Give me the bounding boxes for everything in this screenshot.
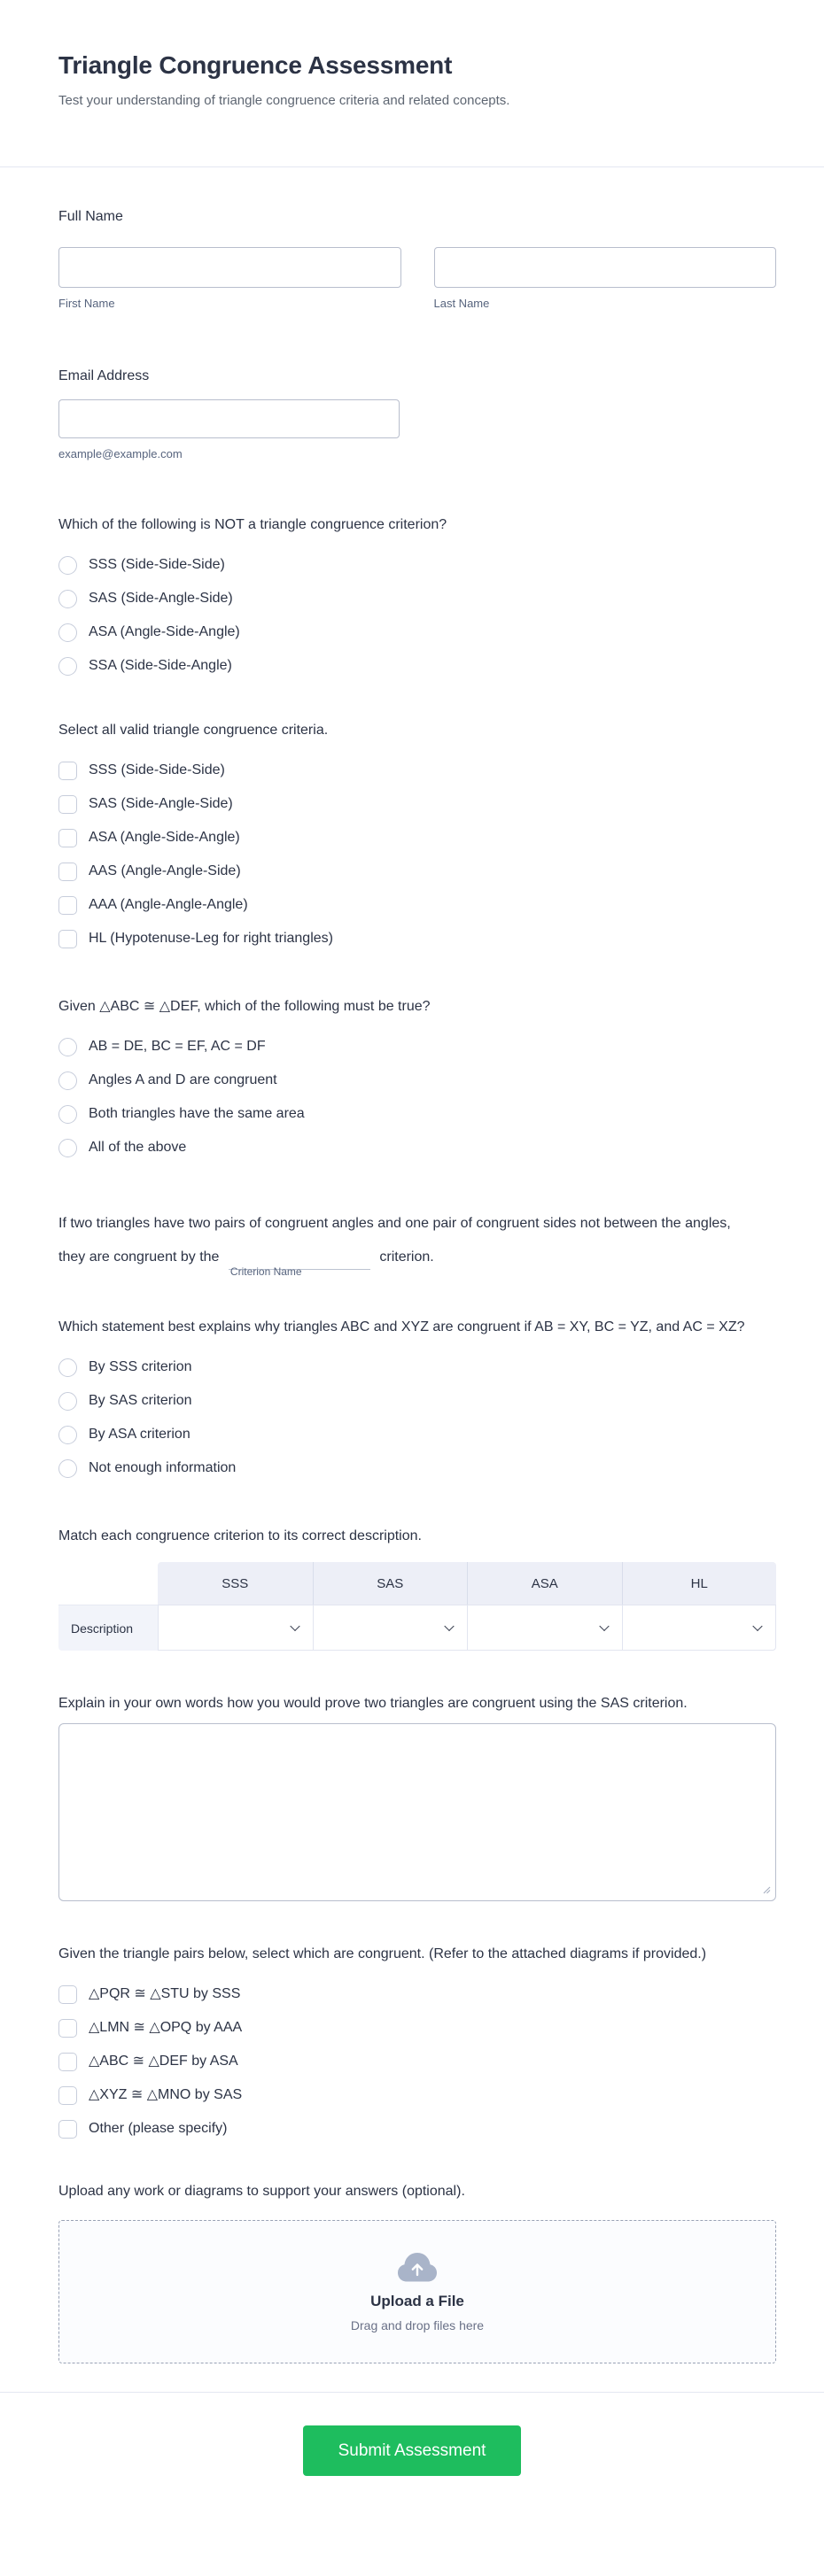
checkbox-option-label: AAS (Angle-Angle-Side)	[89, 863, 241, 878]
radio-group	[58, 548, 776, 683]
question-best-explains	[0, 1317, 824, 1485]
checkbox-icon[interactable]	[58, 1985, 77, 2004]
question-label: Select all valid triangle congruence criteria.	[58, 723, 329, 738]
question-congruent-pairs	[0, 1944, 824, 2146]
fill-text-after: criterion.	[379, 1249, 434, 1265]
radio-icon[interactable]	[58, 1038, 77, 1056]
matrix-table	[58, 1562, 776, 1651]
checkbox-option[interactable]	[58, 787, 233, 821]
checkbox-option-label: △ABC ≅ △DEF by ASA	[89, 2054, 238, 2069]
checkbox-icon[interactable]	[58, 2086, 77, 2105]
matrix-corner-cell	[58, 1562, 158, 1605]
matrix-column-header-sas: SAS	[313, 1562, 468, 1605]
question-must-be-true	[0, 996, 824, 1164]
question-label: Given △ABC ≅ △DEF, which of the following must be true?	[58, 999, 431, 1014]
checkbox-option[interactable]	[58, 2078, 242, 2112]
radio-option[interactable]	[58, 1350, 191, 1384]
question-label: Given the triangle pairs below, select which are congruent. (Refer to the attached diagrams if provided.)	[58, 1946, 707, 1961]
blank-sublabel: Criterion Name	[229, 1265, 302, 1278]
blank-field-wrap	[229, 1241, 370, 1278]
radio-option[interactable]	[58, 1451, 236, 1485]
first-name-col	[58, 247, 401, 311]
last-name-col	[434, 247, 777, 311]
radio-group	[58, 1030, 776, 1164]
first-name-sublabel: First Name	[58, 297, 115, 310]
checkbox-option[interactable]	[58, 922, 333, 955]
checkbox-icon[interactable]	[58, 762, 77, 780]
upload-cloud-icon	[397, 2252, 438, 2282]
email-input[interactable]	[58, 399, 400, 438]
checkbox-icon[interactable]	[58, 795, 77, 814]
radio-option[interactable]	[58, 1131, 186, 1164]
question-valid-criteria	[0, 720, 824, 955]
radio-option-label: ASA (Angle-Side-Angle)	[89, 624, 240, 639]
question-label: Match each congruence criterion to its correct description.	[58, 1528, 422, 1543]
fill-text-before: If two triangles have two pairs of congruent angles and one pair of congruent sides not between the angles, they are congruent by the	[58, 1216, 731, 1265]
question-explain-sas	[0, 1693, 824, 1901]
dropzone-title: Upload a File	[370, 2292, 464, 2309]
radio-icon[interactable]	[58, 1358, 77, 1377]
matrix-dropdown-sss[interactable]	[158, 1605, 313, 1651]
radio-icon[interactable]	[58, 1071, 77, 1090]
radio-option[interactable]	[58, 582, 233, 615]
full-name-label: Full Name	[58, 209, 123, 224]
file-dropzone[interactable]	[58, 2220, 776, 2363]
matrix-row-label: Description	[58, 1605, 158, 1651]
resize-handle-icon[interactable]	[763, 1886, 771, 1894]
checkbox-option-label: SSS (Side-Side-Side)	[89, 762, 225, 777]
checkbox-option-label: AAA (Angle-Angle-Angle)	[89, 897, 248, 912]
last-name-sublabel: Last Name	[433, 297, 490, 310]
checkbox-option[interactable]	[58, 888, 248, 922]
form-header	[0, 0, 824, 109]
checkbox-icon[interactable]	[58, 2120, 77, 2139]
radio-option-label: Not enough information	[89, 1460, 237, 1475]
radio-icon[interactable]	[58, 1392, 77, 1411]
chevron-down-icon	[599, 1621, 609, 1631]
email-sublabel: example@example.com	[58, 447, 183, 460]
question-label: Which of the following is NOT a triangle congruence criterion?	[58, 517, 447, 532]
question-label: Upload any work or diagrams to support your answers (optional).	[58, 2184, 465, 2199]
radio-option[interactable]	[58, 1384, 191, 1418]
checkbox-icon[interactable]	[58, 896, 77, 915]
radio-group	[58, 1350, 776, 1485]
checkbox-option[interactable]	[58, 821, 240, 855]
checkbox-option[interactable]	[58, 754, 225, 787]
radio-option-label: SSS (Side-Side-Side)	[89, 557, 225, 572]
checkbox-icon[interactable]	[58, 930, 77, 948]
checkbox-option-label: HL (Hypotenuse-Leg for right triangles)	[89, 931, 333, 946]
page-subtitle: Test your understanding of triangle congruence criteria and related concepts.	[58, 93, 510, 108]
radio-icon[interactable]	[58, 1459, 77, 1478]
matrix-dropdown-hl[interactable]	[622, 1605, 777, 1651]
radio-icon[interactable]	[58, 1105, 77, 1124]
checkbox-group	[58, 1977, 776, 2146]
checkbox-option[interactable]	[58, 2112, 228, 2146]
radio-option[interactable]	[58, 1030, 266, 1064]
page-title: Triangle Congruence Assessment	[58, 51, 453, 79]
radio-option-label: All of the above	[89, 1140, 187, 1155]
radio-icon[interactable]	[58, 1139, 77, 1157]
radio-option-label: SSA (Side-Side-Angle)	[89, 658, 232, 673]
matrix-dropdown-sas[interactable]	[313, 1605, 468, 1651]
checkbox-option-label: Other (please specify)	[89, 2121, 228, 2136]
checkbox-option[interactable]	[58, 855, 241, 888]
checkbox-option[interactable]	[58, 2045, 238, 2078]
fill-in-blank-sentence	[58, 1207, 734, 1285]
checkbox-option-label: ASA (Angle-Side-Angle)	[89, 830, 240, 845]
name-fields-row	[58, 247, 776, 311]
radio-option-label: By ASA criterion	[89, 1427, 190, 1442]
checkbox-option[interactable]	[58, 2011, 242, 2045]
radio-option-label: By SAS criterion	[89, 1393, 192, 1408]
checkbox-icon[interactable]	[58, 863, 77, 881]
radio-option-label: SAS (Side-Angle-Side)	[89, 591, 233, 606]
radio-option[interactable]	[58, 1097, 305, 1131]
first-name-input[interactable]	[58, 247, 401, 288]
submit-button[interactable]: Submit Assessment	[303, 2425, 522, 2476]
checkbox-icon[interactable]	[58, 829, 77, 847]
chevron-down-icon	[444, 1621, 454, 1631]
radio-option[interactable]	[58, 1418, 190, 1451]
chevron-down-icon	[752, 1621, 762, 1631]
long-answer-wrap	[58, 1723, 776, 1901]
matrix-column-header-hl: HL	[622, 1562, 777, 1605]
radio-icon[interactable]	[58, 556, 77, 575]
radio-option-label: Both triangles have the same area	[89, 1106, 305, 1121]
radio-option[interactable]	[58, 548, 225, 582]
header-divider	[0, 166, 824, 167]
checkbox-icon[interactable]	[58, 2053, 77, 2071]
dropzone-hint: Drag and drop files here	[350, 2317, 485, 2332]
matrix-column-header-sss: SSS	[158, 1562, 313, 1605]
checkbox-option-label: SAS (Side-Angle-Side)	[89, 796, 233, 811]
radio-icon[interactable]	[58, 1426, 77, 1444]
explanation-textarea[interactable]	[58, 1723, 776, 1901]
question-label: Which statement best explains why triangles ABC and XYZ are congruent if AB = XY, BC = YZ, and AC = XZ?	[58, 1319, 745, 1334]
checkbox-option-label: △LMN ≅ △OPQ by AAA	[89, 2020, 243, 2035]
checkbox-option-label: △XYZ ≅ △MNO by SAS	[89, 2087, 243, 2102]
checkbox-option[interactable]	[58, 1977, 240, 2011]
last-name-input[interactable]	[434, 247, 777, 288]
chevron-down-icon	[290, 1621, 299, 1631]
submit-section	[0, 2393, 824, 2522]
checkbox-option-label: △PQR ≅ △STU by SSS	[89, 1986, 241, 2001]
radio-icon[interactable]	[58, 590, 77, 608]
radio-option-label: By SSS criterion	[89, 1359, 192, 1374]
checkbox-icon[interactable]	[58, 2019, 77, 2038]
radio-option-label: Angles A and D are congruent	[89, 1072, 277, 1087]
question-match-matrix	[0, 1526, 824, 1651]
question-full-name	[0, 206, 824, 311]
checkbox-group	[58, 754, 776, 955]
matrix-column-header-asa: ASA	[467, 1562, 622, 1605]
email-label: Email Address	[58, 368, 150, 383]
question-not-a-criterion	[0, 514, 824, 683]
question-label: Explain in your own words how you would prove two triangles are congruent using the SAS criterion.	[58, 1696, 688, 1711]
radio-icon[interactable]	[58, 623, 77, 642]
question-file-upload	[0, 2181, 824, 2363]
radio-option[interactable]	[58, 615, 240, 649]
radio-option-label: AB = DE, BC = EF, AC = DF	[89, 1039, 266, 1054]
radio-icon[interactable]	[58, 657, 77, 676]
radio-option[interactable]	[58, 1064, 277, 1097]
question-fill-in-blank	[0, 1207, 824, 1285]
question-email	[0, 366, 824, 461]
matrix-dropdown-asa[interactable]	[467, 1605, 622, 1651]
radio-option[interactable]	[58, 649, 232, 683]
